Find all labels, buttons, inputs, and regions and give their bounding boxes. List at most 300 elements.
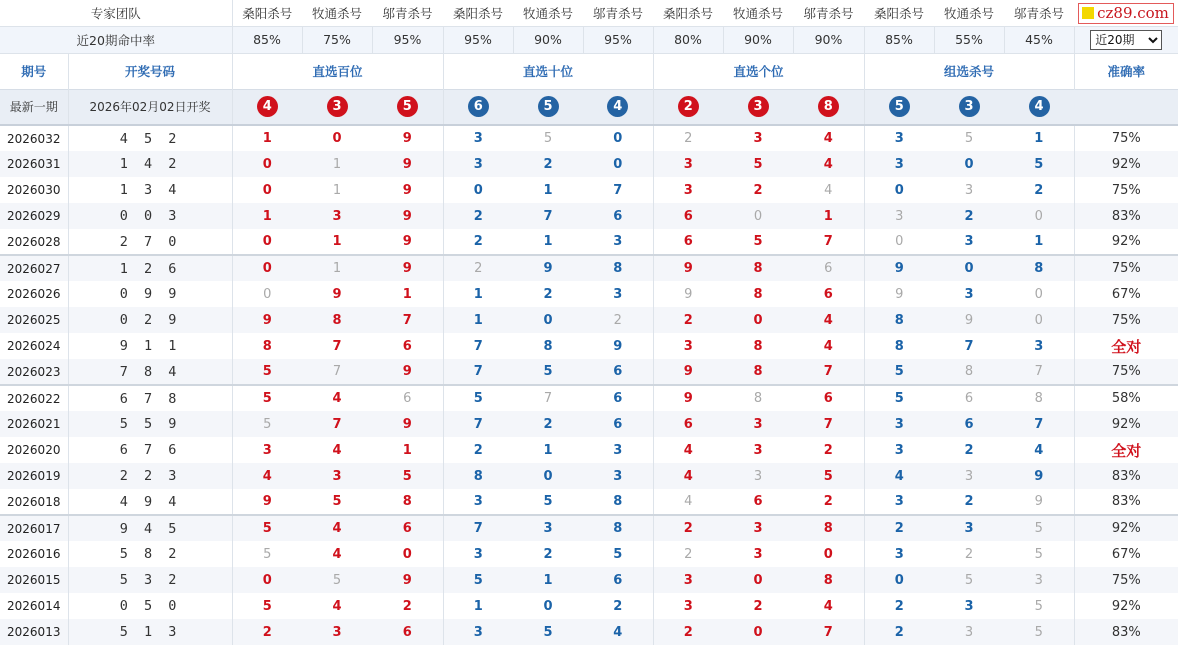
kill-number-cell: 8 (543, 338, 553, 354)
kill-number-cell: 0 (473, 182, 483, 198)
kill-number-cell: 2 (653, 619, 723, 645)
kill-number-cell: 5 (1004, 515, 1074, 541)
kill-number-cell: 1 (372, 437, 443, 463)
kill-number-cell: 7 (332, 338, 342, 354)
kill-number-cell: 6 (793, 281, 864, 307)
kill-number-cell: 3 (443, 151, 513, 177)
accuracy-cell: 92% (1074, 411, 1178, 437)
kill-number-cell: 5 (1004, 541, 1074, 567)
kill-number-cell: 9 (583, 333, 653, 359)
hit-rate: 90% (723, 26, 793, 53)
table-row (0, 177, 1178, 203)
kill-number-cell: 7 (513, 203, 583, 229)
kill-number-cell: 3 (1004, 567, 1074, 593)
kill-number-cell: 3 (894, 546, 904, 562)
kill-number-cell: 5 (232, 411, 302, 437)
kill-number-cell: 0 (895, 234, 904, 249)
kill-number-cell: 1 (332, 234, 342, 249)
kill-number-cell: 5 (543, 494, 553, 509)
accuracy-cell: 58% (1074, 385, 1178, 411)
period-cell: 2026025 (0, 307, 68, 333)
kill-number-cell: 8 (864, 307, 934, 333)
accuracy-cell: 75% (1074, 359, 1178, 385)
kill-number-cell: 2 (372, 593, 443, 619)
kill-number-cell: 0 (543, 598, 553, 614)
kill-number-cell: 9 (653, 255, 723, 281)
kill-number-cell: 1 (302, 151, 372, 177)
kill-number-cell: 6 (583, 203, 653, 229)
kill-number-cell: 7 (302, 359, 372, 385)
kill-number-cell: 9 (372, 411, 443, 437)
period-header: 期号 (0, 53, 68, 89)
section-header-row (0, 53, 1178, 89)
kill-number-cell: 0 (793, 541, 864, 567)
kill-number-cell: 9 (332, 286, 342, 302)
accuracy-cell: 83% (1074, 203, 1178, 229)
kill-number-cell: 3 (473, 131, 483, 146)
period-cell: 2026014 (0, 593, 68, 619)
latest-ball: 3 (959, 96, 980, 117)
hit-rate: 95% (372, 26, 443, 53)
draw-cell: 1 2 6 (68, 255, 232, 281)
draw-cell: 4 5 2 (68, 125, 232, 151)
kill-number-cell: 2 (934, 203, 1004, 229)
kill-number-cell: 5 (723, 151, 793, 177)
kill-number-cell: 0 (263, 286, 272, 302)
kill-number-cell: 8 (583, 255, 653, 281)
kill-number-cell: 2 (793, 437, 864, 463)
kill-number-cell: 1 (1004, 125, 1074, 151)
expert-name: 邬青杀号 (1014, 5, 1065, 21)
kill-number-cell: 7 (302, 411, 372, 437)
kill-number-cell: 1 (332, 182, 342, 198)
kill-number-cell: 0 (262, 182, 272, 198)
latest-ball-cell (443, 89, 513, 125)
kill-number-cell: 5 (302, 567, 372, 593)
kill-number-cell: 3 (964, 598, 974, 614)
kill-number-cell: 0 (864, 567, 934, 593)
expert-name: 桑阳杀号 (663, 5, 714, 21)
draw-cell: 0 2 9 (68, 307, 232, 333)
expert-name: 邬青杀号 (803, 5, 854, 21)
accuracy-cell: 全对 (1111, 337, 1142, 356)
team-label: 专家团队 (0, 0, 232, 26)
kill-number-cell: 4 (793, 593, 864, 619)
kill-number-cell: 3 (653, 151, 723, 177)
latest-draw-row (0, 89, 1178, 125)
tens-header: 直选十位 (443, 53, 653, 89)
kill-number-cell: 1 (543, 442, 553, 458)
kill-number-cell: 1 (473, 598, 483, 614)
kill-number-cell: 9 (372, 567, 443, 593)
latest-ball-cell (864, 89, 934, 125)
kill-number-cell: 3 (1004, 333, 1074, 359)
kill-number-cell: 5 (443, 385, 513, 411)
kill-number-cell: 2 (864, 619, 934, 645)
kill-number-cell: 2 (684, 131, 693, 146)
table-row (0, 385, 1178, 411)
kill-number-cell: 5 (1004, 151, 1074, 177)
kill-number-cell: 9 (864, 255, 934, 281)
table-row (0, 411, 1178, 437)
kill-number-cell: 9 (1004, 489, 1074, 515)
period-cell: 2026017 (0, 515, 68, 541)
kill-number-cell: 9 (232, 307, 302, 333)
latest-ball-cell (723, 89, 793, 125)
site-logo[interactable] (1078, 3, 1174, 24)
kill-number-cell: 4 (232, 463, 302, 489)
kill-number-cell: 3 (934, 515, 1004, 541)
period-select-cell (1074, 26, 1178, 53)
expert-header-row (0, 0, 1178, 26)
kill-number-cell: 0 (1004, 281, 1074, 307)
kill-number-cell: 0 (583, 125, 653, 151)
kill-number-cell: 2 (894, 598, 904, 614)
draw-cell: 6 7 8 (68, 385, 232, 411)
latest-ball: 5 (538, 96, 559, 117)
latest-ball: 3 (748, 96, 769, 117)
kill-number-cell: 0 (723, 203, 793, 229)
kill-number-cell: 4 (302, 515, 372, 541)
kill-number-cell: 8 (1004, 385, 1074, 411)
kill-number-cell: 5 (753, 234, 763, 249)
kill-number-cell: 3 (262, 442, 272, 458)
kill-number-cell: 3 (864, 203, 934, 229)
table-row (0, 463, 1178, 489)
kill-number-cell: 3 (964, 182, 974, 198)
kill-number-cell: 5 (864, 359, 934, 385)
kill-number-cell: 0 (232, 151, 302, 177)
kill-number-cell: 6 (583, 359, 653, 385)
kill-number-cell: 9 (372, 125, 443, 151)
kill-number-cell: 1 (473, 286, 483, 302)
kill-number-cell: 1 (1004, 229, 1074, 255)
kill-number-cell: 9 (372, 203, 443, 229)
kill-number-cell: 4 (332, 546, 342, 562)
kill-number-cell: 8 (583, 489, 653, 515)
hit-rate: 45% (1004, 26, 1074, 53)
kill-number-cell: 0 (513, 307, 583, 333)
latest-ball-cell (583, 89, 653, 125)
period-cell: 2026024 (0, 333, 68, 359)
draw-cell: 0 5 0 (68, 593, 232, 619)
kill-number-cell: 1 (513, 567, 583, 593)
kill-number-cell: 2 (543, 546, 553, 562)
kill-number-cell: 8 (894, 338, 904, 354)
kill-number-cell: 4 (583, 619, 653, 645)
kill-number-cell: 2 (583, 593, 653, 619)
kill-number-cell: 1 (793, 203, 864, 229)
accuracy-cell: 83% (1074, 619, 1178, 645)
kill-number-cell: 7 (793, 359, 864, 385)
period-cell: 2026023 (0, 359, 68, 385)
accuracy-cell: 67% (1111, 546, 1141, 562)
kill-number-cell: 7 (583, 177, 653, 203)
hit-rate: 90% (513, 26, 583, 53)
kill-number-cell: 7 (1004, 359, 1074, 385)
accuracy-cell: 75% (1111, 182, 1141, 198)
accuracy-cell: 92% (1111, 598, 1141, 614)
expert-name: 牧通杀号 (944, 5, 995, 21)
kill-number-cell: 8 (1004, 255, 1074, 281)
kill-number-cell: 5 (262, 598, 272, 614)
kill-number-cell: 7 (793, 619, 864, 645)
kill-number-cell: 5 (583, 541, 653, 567)
kill-number-cell: 1 (302, 255, 372, 281)
kill-number-cell: 1 (543, 182, 553, 198)
kill-number-cell: 2 (653, 307, 723, 333)
kill-number-cell: 9 (372, 177, 443, 203)
kill-number-cell: 5 (793, 463, 864, 489)
draw-cell: 2 7 0 (68, 229, 232, 255)
kill-number-cell: 2 (473, 234, 483, 249)
kill-number-cell: 1 (443, 307, 513, 333)
kill-number-cell: 0 (513, 463, 583, 489)
kill-number-cell: 5 (443, 567, 513, 593)
table-row (0, 437, 1178, 463)
kill-number-cell: 4 (332, 442, 342, 458)
kill-number-cell: 7 (793, 411, 864, 437)
kill-number-cell: 2 (653, 515, 723, 541)
latest-label: 最新一期 (0, 89, 68, 125)
kill-number-cell: 3 (513, 515, 583, 541)
kill-number-cell: 4 (793, 151, 864, 177)
kill-number-cell: 8 (793, 515, 864, 541)
draw-cell: 5 5 9 (68, 411, 232, 437)
kill-number-cell: 5 (864, 385, 934, 411)
kill-number-cell: 9 (372, 255, 443, 281)
kill-number-cell: 0 (894, 182, 904, 198)
table-row (0, 541, 1178, 567)
kill-number-cell: 5 (964, 131, 974, 146)
kill-number-cell: 9 (262, 494, 272, 509)
kill-number-cell: 8 (302, 307, 372, 333)
logo-square-icon (1082, 7, 1094, 19)
draw-cell: 7 8 4 (68, 359, 232, 385)
period-cell: 2026013 (0, 619, 68, 645)
accuracy-cell: 75% (1074, 255, 1178, 281)
kill-number-cell: 2 (443, 255, 513, 281)
kill-number-cell: 4 (1004, 437, 1074, 463)
expert-name: 牧通杀号 (523, 5, 574, 21)
table-row (0, 593, 1178, 619)
period-cell: 2026026 (0, 281, 68, 307)
kill-number-cell: 8 (793, 567, 864, 593)
kill-number-cell: 7 (1004, 411, 1074, 437)
draw-cell: 1 3 4 (68, 177, 232, 203)
hit-rate: 75% (302, 26, 372, 53)
accuracy-cell: 67% (1111, 286, 1141, 302)
kill-number-cell: 0 (232, 567, 302, 593)
group-header: 组选杀号 (864, 53, 1074, 89)
kill-number-cell: 6 (583, 567, 653, 593)
period-cell: 2026018 (0, 489, 68, 515)
kill-number-cell: 9 (372, 359, 443, 385)
draw-cell: 0 9 9 (68, 281, 232, 307)
kill-number-cell: 2 (513, 151, 583, 177)
hit-rate: 85% (232, 26, 302, 53)
kill-number-cell: 6 (372, 619, 443, 645)
kill-number-cell: 9 (513, 255, 583, 281)
draw-cell: 9 1 1 (68, 333, 232, 359)
latest-ball: 5 (397, 96, 418, 117)
kill-number-cell: 9 (653, 359, 723, 385)
kill-number-cell: 6 (653, 203, 723, 229)
table-row (0, 619, 1178, 645)
kill-number-cell: 6 (372, 385, 443, 411)
kill-number-cell: 2 (753, 182, 763, 198)
kill-number-cell: 2 (232, 619, 302, 645)
kill-number-cell: 9 (1004, 463, 1074, 489)
hit-rate-label: 近20期命中率 (0, 26, 232, 53)
kill-number-cell: 5 (332, 494, 342, 509)
table-row (0, 307, 1178, 333)
kill-number-cell: 3 (473, 546, 483, 562)
kill-number-cell: 2 (864, 515, 934, 541)
kill-number-cell: 6 (583, 385, 653, 411)
period-cell: 2026016 (0, 541, 68, 567)
kill-number-cell: 3 (473, 494, 483, 509)
kill-number-cell: 9 (372, 151, 443, 177)
hit-rate: 90% (793, 26, 864, 53)
kill-number-cell: 9 (934, 307, 1004, 333)
kill-number-cell: 3 (683, 338, 693, 354)
kill-number-cell: 2 (443, 203, 513, 229)
table-row (0, 203, 1178, 229)
hit-rate: 95% (443, 26, 513, 53)
table-row (0, 125, 1178, 151)
kill-number-cell: 3 (723, 515, 793, 541)
kill-number-cell: 9 (684, 286, 693, 302)
kill-number-cell: 6 (683, 234, 693, 249)
kill-number-cell: 8 (372, 489, 443, 515)
hit-rate-row (0, 26, 1178, 53)
kill-number-cell: 3 (443, 619, 513, 645)
latest-ball-cell (513, 89, 583, 125)
kill-number-cell: 3 (934, 463, 1004, 489)
kill-number-cell: 3 (894, 131, 904, 146)
kill-number-cell: 0 (583, 151, 653, 177)
hit-rate: 55% (934, 26, 1004, 53)
kill-number-cell: 1 (372, 281, 443, 307)
draw-cell: 5 1 3 (68, 619, 232, 645)
kill-number-cell: 2 (513, 411, 583, 437)
units-header: 直选个位 (653, 53, 864, 89)
draw-cell: 4 9 4 (68, 489, 232, 515)
kill-number-cell: 7 (793, 229, 864, 255)
kill-number-cell: 3 (583, 463, 653, 489)
period-select[interactable] (1090, 30, 1162, 50)
kill-number-cell: 3 (864, 411, 934, 437)
expert-name: 桑阳杀号 (874, 5, 925, 21)
kill-number-cell: 3 (753, 131, 763, 146)
kill-number-cell: 3 (653, 567, 723, 593)
kill-number-cell: 5 (513, 619, 583, 645)
kill-number-cell: 2 (964, 442, 974, 458)
latest-ball: 6 (468, 96, 489, 117)
hundreds-header: 直选百位 (232, 53, 443, 89)
kill-number-cell: 9 (653, 385, 723, 411)
latest-ball: 4 (257, 96, 278, 117)
expert-name: 桑阳杀号 (242, 5, 293, 21)
kill-number-cell: 3 (723, 463, 793, 489)
accuracy-cell: 83% (1074, 463, 1178, 489)
kill-number-cell: 2 (793, 489, 864, 515)
draw-header: 开奖号码 (68, 53, 232, 89)
kill-number-cell: 7 (473, 338, 483, 354)
kill-number-cell: 3 (583, 229, 653, 255)
kill-number-cell: 2 (753, 598, 763, 614)
kill-number-cell: 7 (443, 359, 513, 385)
kill-number-cell: 2 (964, 494, 974, 509)
kill-number-cell: 3 (302, 619, 372, 645)
kill-number-cell: 0 (1004, 203, 1074, 229)
latest-ball: 2 (678, 96, 699, 117)
accuracy-cell: 92% (1111, 234, 1141, 249)
period-cell: 2026032 (0, 125, 68, 151)
table-row (0, 567, 1178, 593)
kill-number-cell: 1 (262, 131, 272, 146)
period-cell: 2026022 (0, 385, 68, 411)
kill-number-cell: 5 (232, 385, 302, 411)
hit-rate: 80% (653, 26, 723, 53)
latest-ball-cell (372, 89, 443, 125)
period-cell: 2026020 (0, 437, 68, 463)
kill-number-cell: 4 (332, 598, 342, 614)
kill-number-cell: 5 (934, 567, 1004, 593)
draw-cell: 0 0 3 (68, 203, 232, 229)
kill-number-cell: 5 (513, 359, 583, 385)
logo-cell (1074, 0, 1178, 26)
kill-number-cell: 1 (543, 234, 553, 249)
kill-number-cell: 4 (653, 463, 723, 489)
kill-number-cell: 7 (964, 338, 974, 354)
latest-ball: 4 (607, 96, 628, 117)
period-cell: 2026028 (0, 229, 68, 255)
kill-number-cell: 8 (723, 359, 793, 385)
latest-ball: 8 (818, 96, 839, 117)
accuracy-header: 准确率 (1074, 53, 1178, 89)
period-cell: 2026030 (0, 177, 68, 203)
kill-number-cell: 0 (723, 619, 793, 645)
latest-ball: 3 (327, 96, 348, 117)
expert-name: 牧通杀号 (312, 5, 363, 21)
draw-cell: 5 3 2 (68, 567, 232, 593)
latest-ball: 4 (1029, 96, 1050, 117)
kill-number-cell: 8 (583, 515, 653, 541)
kill-number-cell: 8 (443, 463, 513, 489)
kill-number-cell: 3 (302, 463, 372, 489)
kill-number-cell: 7 (372, 307, 443, 333)
kill-number-cell: 3 (753, 442, 763, 458)
latest-ball-cell (1004, 89, 1074, 125)
kill-number-cell: 3 (723, 411, 793, 437)
period-cell: 2026029 (0, 203, 68, 229)
kill-number-cell: 0 (934, 255, 1004, 281)
latest-ball-cell (934, 89, 1004, 125)
draw-cell: 9 4 5 (68, 515, 232, 541)
hit-rate: 95% (583, 26, 653, 53)
kill-number-cell: 4 (793, 177, 864, 203)
latest-date: 2026年02月02日开奖 (68, 89, 232, 125)
table-row (0, 489, 1178, 515)
kill-number-cell: 0 (332, 131, 342, 146)
kill-number-cell: 2 (964, 546, 974, 562)
latest-ball-cell (302, 89, 372, 125)
kill-number-cell: 7 (513, 385, 583, 411)
kill-number-cell: 0 (723, 567, 793, 593)
kill-number-cell: 7 (443, 515, 513, 541)
